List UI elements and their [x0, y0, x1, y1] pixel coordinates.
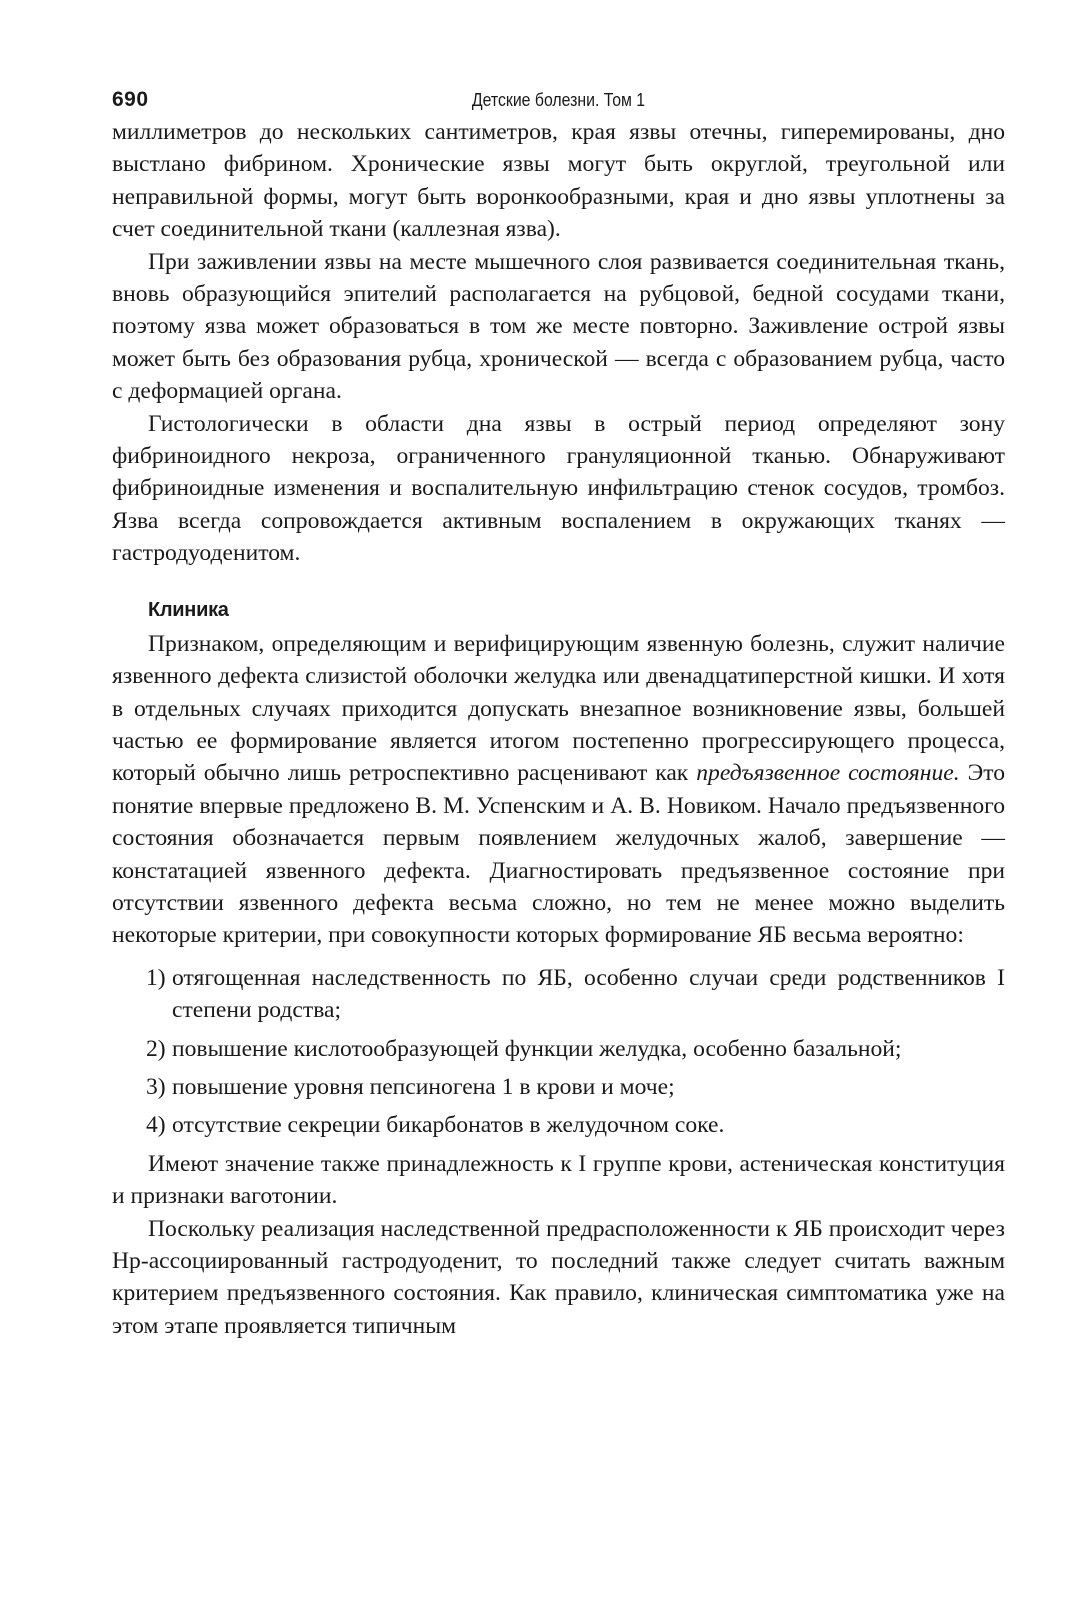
- section-heading: Клиника: [148, 598, 229, 621]
- paragraph-clinic-intro: [112, 628, 1005, 952]
- paragraph-heredity: Поскольку реализация наследственной предрасположенности к ЯБ происходит через Нр-ассоциированный гастродуоденит, то последний также следует считать важным критерием предъязвенного состояния. Как правило, клиническая симптоматика уже на этом этапе проявляется типичным: [112, 1215, 1005, 1339]
- clinic-intro-emphasis: предъязвенное состояние.: [696, 760, 960, 787]
- paragraph-ulcer-edges: миллиметров до нескольких сантиметров, края язвы отечны, гиперемированы, дно выстлано фибрином. Хронические язвы могут быть округлой, треугольной или неправильной формы, могут быть воронкообразными, края и дно язвы уплотнены за счет соединительной ткани (каллезная язва).: [112, 119, 1005, 243]
- book-title: Детские болезни. Том 1: [471, 90, 646, 110]
- list-item-text: отягощенная наследственность по ЯБ, особенно случаи среди родственников I степени родства;: [172, 964, 1005, 1024]
- list-item: [112, 1109, 1005, 1141]
- criteria-list: [112, 962, 1005, 1142]
- list-item: [112, 962, 1005, 1027]
- list-item-text: отсутствие секреции бикарбонатов в желудочном соке.: [172, 1112, 725, 1139]
- clinic-intro-part1: Признаком, определяющим и верифицирующим язвенную болезнь, служит наличие язвенного дефекта слизистой оболочки желудка или двенадцатиперстной кишки. И хотя в отдельных случаях приходится допускать внезапное возникновение язвы, большей частью ее формирование является итогом постепенно прогрессирующего процесса, который обычно лишь ретроспективно расценивают как: [112, 630, 1005, 787]
- page-text: [112, 116, 1005, 1342]
- list-item-number: 2): [146, 1035, 166, 1062]
- book-page: [112, 84, 1005, 1342]
- list-item-text: повышение кислотообразующей функции желудка, особенно базальной;: [172, 1035, 902, 1062]
- paragraph-histology: Гистологически в области дна язвы в острый период определяют зону фибриноидного некроза, ограниченного грануляционной тканью. Обнаруживают фибриноидные изменения и воспалительную инфильтрацию стенок сосудов, тромбоз. Язва всегда сопровождается активным воспалением в окружающих тканях — гастродуоденитом.: [112, 410, 1005, 567]
- list-item-number: 3): [146, 1073, 166, 1100]
- list-item: [112, 1033, 1005, 1065]
- running-header: [112, 84, 1005, 116]
- clinic-intro-part2: Это понятие впервые предложено В. М. Успенским и А. В. Новиком. Начало предъязвенного состояния обозначается первым появлением желудочных жалоб, завершение — констатацией язвенного дефекта. Диагностировать предъязвенное состояние при отсутствии язвенного дефекта весьма сложно, но тем не менее можно выделить некоторые критерии, при совокупности которых формирование ЯБ весьма вероятно:: [112, 760, 1005, 949]
- paragraph-blood-group: Имеют значение также принадлежность к I группе крови, астеническая конституция и признаки ваготонии.: [112, 1150, 1005, 1210]
- list-item-number: 4): [146, 1112, 166, 1139]
- paragraph-healing: При заживлении язвы на месте мышечного слоя развивается соединительная ткань, вновь образующийся эпителий располагается на рубцовой, бедной сосудами ткани, поэтому язва может образоваться в том же месте повторно. Заживление острой язвы может быть без образования рубца, хронической — всегда с образованием рубца, часто с деформацией органа.: [112, 248, 1005, 405]
- list-item-text: повышение уровня пепсиногена 1 в крови и моче;: [172, 1073, 675, 1100]
- list-item: [112, 1071, 1005, 1103]
- page-number: 690: [112, 88, 149, 111]
- list-item-number: 1): [146, 964, 166, 991]
